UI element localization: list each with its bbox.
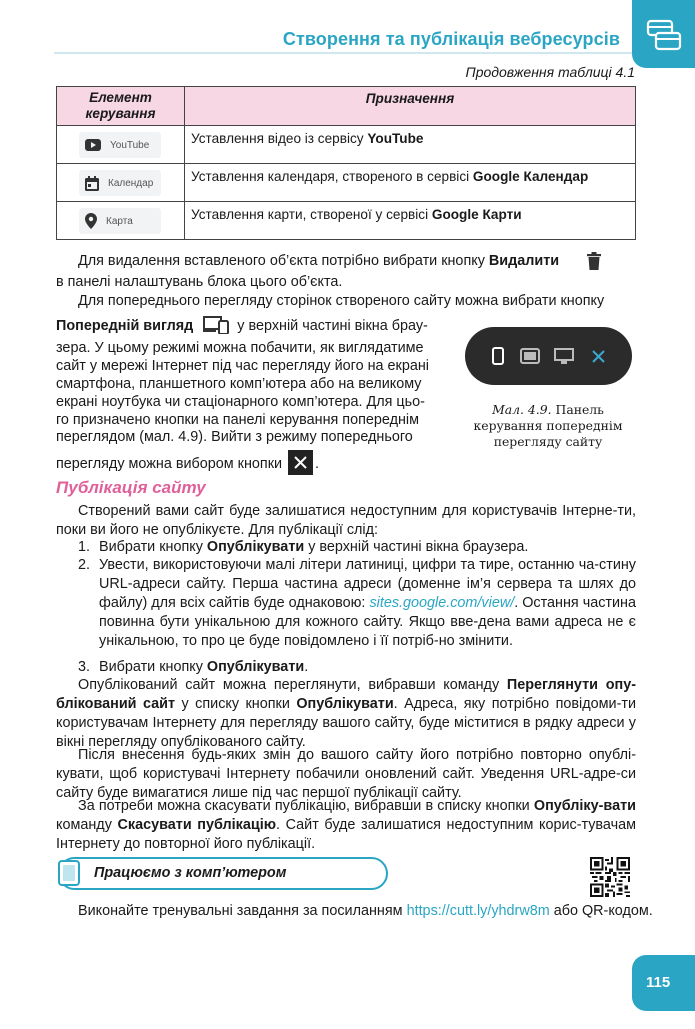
- page-number: 115: [632, 955, 695, 1011]
- table-header-purpose: Призначення: [185, 87, 636, 126]
- map-pin-icon: [85, 213, 97, 229]
- paragraph-preview-l1: Для попереднього перегляду сторінок створеного сайту можна вибрати кнопку: [78, 293, 605, 309]
- paragraph-preview-l4: сайт у мережі Інтернет під час перегляду його на екрані: [56, 358, 429, 374]
- table-header-element: Елемент керування: [57, 87, 185, 126]
- youtube-icon: [85, 139, 101, 151]
- paragraph-changes: Після внесення будь-яких змін до вашого сайту його потрібно повторно опублі-кувати, щоб користувачі Інтернету побачили оновлений сайт. Уведення URL-адре-си сайту буде вимагатися лише під час першої публікації сайту.: [56, 747, 636, 801]
- close-icon: [592, 350, 605, 363]
- preview-toolbar: [465, 327, 632, 385]
- task-link[interactable]: https://cutt.ly/yhdrw8m: [406, 903, 550, 919]
- paragraph-preview-l2: Попередній вигляд у верхній частині вікна брау-: [56, 316, 456, 340]
- tablet-icon: [520, 348, 540, 364]
- controls-table: [56, 86, 636, 240]
- phone-icon: [492, 347, 504, 365]
- sites-url: sites.google.com/view/: [369, 595, 515, 611]
- preview-devices-icon: [203, 316, 229, 340]
- paragraph-preview-l6: екрані ноутбука чи стаціонарного комп’ютера. Для цьо-: [56, 394, 425, 410]
- map-chip: Карта: [79, 208, 161, 234]
- close-preview-button-icon: [288, 450, 313, 475]
- web-pages-icon: [646, 17, 682, 53]
- paragraph-preview-l7: го призначено кнопки на панелі керування попереднім: [56, 412, 420, 428]
- paragraph-cancel: За потреби можна скасувати публікацію, вибравши в списку кнопки Опубліку-вати команду Скасувати публікацію. Сайт буде залишатися недоступним корис-тувачам Інтернету до повторної його публікації.: [56, 798, 636, 852]
- table-continuation-label: Продовження таблиці 4.1: [465, 64, 635, 80]
- computer-work-banner: Працюємо з комп’ютером: [58, 857, 388, 890]
- table-row: [57, 202, 636, 240]
- header-rule: [54, 52, 640, 54]
- paragraph-preview-l8: переглядом (мал. 4.9). Вийти з режиму попереднього: [56, 429, 413, 445]
- paragraph-publish-intro: Створений вами сайт буде залишатися недоступним для користувачів Інтерне-ти, поки ви його не опублікуєте. Для публікації слід:: [56, 503, 636, 538]
- row-description: Уставлення календаря, створеного в сервісі Google Календар: [185, 164, 636, 202]
- chapter-title: Створення та публікація вебресурсів: [282, 29, 620, 49]
- row-description: Уставлення відео із сервісу YouTube: [185, 126, 636, 164]
- paragraph-view-published: Опублікований сайт можна переглянути, вибравши команду Переглянути опу-блікований сайт у списку кнопки Опублікувати. Адреса, яку потрібно повідоми-ти користувачам Інтернету для перегляду вашого сайту, буде міститися в рядку адреси у вікні перегляду опублікованого сайту.: [56, 677, 637, 750]
- calendar-icon: [85, 176, 99, 191]
- paragraph-delete: Для видалення вставленого об’єкта потрібно вибрати кнопку Видалити: [56, 252, 636, 276]
- chapter-tab: [632, 0, 695, 68]
- calendar-chip: Календар: [79, 170, 161, 196]
- desktop-icon: [554, 348, 574, 365]
- paragraph-preview-l9: перегляду можна вибором кнопки .: [56, 450, 447, 475]
- youtube-chip: YouTube: [79, 132, 161, 158]
- table-row: [57, 164, 636, 202]
- paragraph-preview-l3: зера. У цьому режимі можна побачити, як виглядатиме: [56, 340, 424, 356]
- paragraph-preview-l5: смартфона, планшетного комп’ютера або на великому: [56, 376, 422, 392]
- figure-caption: Мал. 4.9. Панель керування попереднім перегляду сайту: [473, 402, 623, 449]
- table-row: [57, 126, 636, 164]
- row-description: Уставлення карти, створеної у сервісі Google Карти: [185, 202, 636, 240]
- paragraph-delete-cont: в панелі налаштувань блока цього об’єкта.: [56, 274, 343, 290]
- qr-code[interactable]: [590, 857, 630, 897]
- section-title: Публікація сайту: [56, 478, 206, 497]
- task-line: Виконайте тренувальні завдання за посиланням https://cutt.ly/yhdrw8m або QR-кодом.: [78, 903, 653, 919]
- tablet-icon: [58, 860, 80, 886]
